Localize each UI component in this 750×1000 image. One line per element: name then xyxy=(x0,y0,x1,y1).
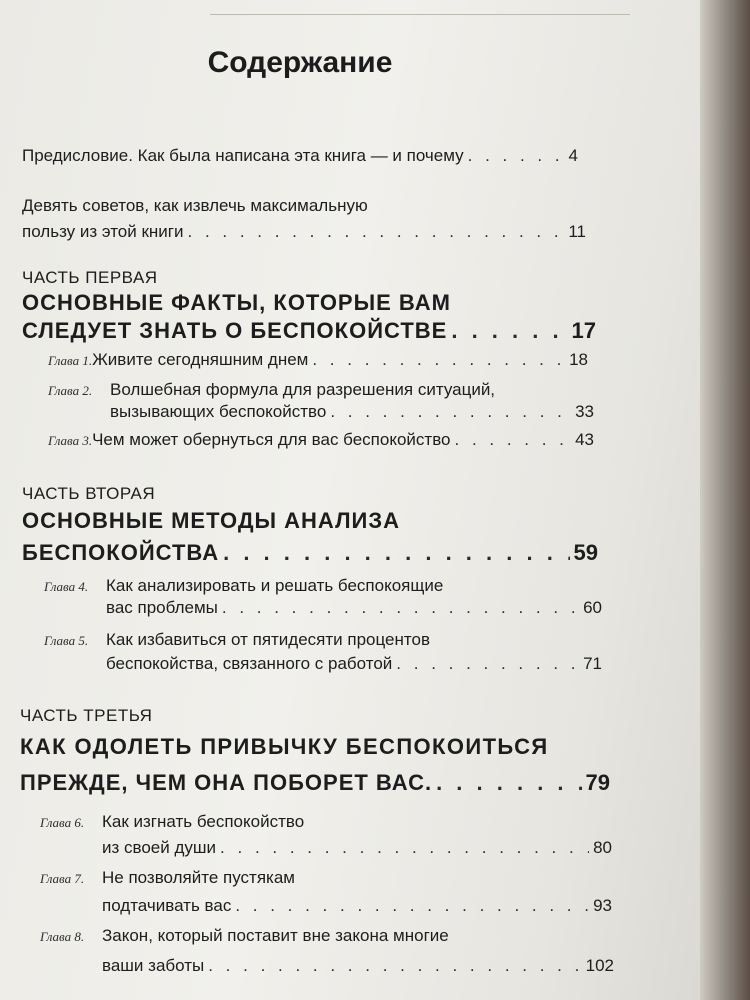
toc-entry-advice-line1: Девять советов, как извлечь максимальную xyxy=(22,196,368,215)
toc-chapter-4-line1 xyxy=(44,576,584,596)
toc-chapter-6-line1 xyxy=(40,812,580,832)
page-number: 33 xyxy=(575,402,594,421)
dot-leader xyxy=(208,956,581,976)
page-number: 71 xyxy=(583,654,602,673)
chapter-label: Глава 4. xyxy=(44,579,89,594)
page-title: Содержание xyxy=(207,46,393,79)
chapter-title: Закон, который поставит вне закона многие xyxy=(102,926,449,945)
chapter-title-cont: из своей души xyxy=(102,838,217,857)
part-label: ЧАСТЬ ПЕРВАЯ xyxy=(22,268,158,287)
chapter-label: Глава 5. xyxy=(44,633,89,648)
chapter-label: Глава 1. xyxy=(48,353,93,368)
dot-leader xyxy=(223,540,569,566)
part-title: БЕСПОКОЙСТВА xyxy=(22,540,220,565)
chapter-title: Как анализировать и решать беспокоящие xyxy=(106,576,444,595)
page-number: 80 xyxy=(593,838,612,857)
toc-chapter-8 xyxy=(102,956,614,976)
page-header-strip xyxy=(210,0,630,15)
part-title-line xyxy=(20,770,610,796)
part-title: СЛЕДУЕТ ЗНАТЬ О БЕСПОКОЙСТВЕ xyxy=(22,318,448,343)
chapter-title-cont: подтачивать вас xyxy=(102,896,232,915)
toc-chapter-4 xyxy=(106,598,602,618)
chapter-title: Живите сегодняшним днем xyxy=(92,350,309,369)
toc-chapter-2 xyxy=(110,402,594,422)
chapter-label: Глава 7. xyxy=(40,871,85,886)
chapter-title-cont: ваши заботы xyxy=(102,956,205,975)
part-label: ЧАСТЬ ВТОРАЯ xyxy=(22,484,156,503)
entry-title: Предисловие. Как была написана эта книга — и почему xyxy=(22,146,464,165)
chapter-title: Волшебная формула для разрешения ситуаций, xyxy=(110,380,496,399)
chapter-title: Не позволяйте пустякам xyxy=(102,868,295,887)
page-number: 17 xyxy=(571,318,596,343)
chapter-title: Чем может обернуться для вас беспокойство xyxy=(92,430,451,449)
part-title-line xyxy=(22,540,598,566)
part-title: ОСНОВНЫЕ ФАКТЫ, КОТОРЫЕ ВАМ xyxy=(22,290,451,315)
page-number: 93 xyxy=(593,896,612,915)
chapter-title-cont: вызывающих беспокойство xyxy=(110,402,327,421)
part-label: ЧАСТЬ ТРЕТЬЯ xyxy=(20,706,153,725)
part-title-line xyxy=(22,318,596,344)
toc-chapter-7-line1 xyxy=(40,868,580,888)
chapter-label: Глава 6. xyxy=(40,815,85,830)
toc-entry-preface xyxy=(22,146,578,166)
entry-title: пользу из этой книги xyxy=(22,222,184,241)
toc-chapter-7 xyxy=(102,896,612,916)
page-number: 4 xyxy=(568,146,578,165)
chapter-label: Глава 8. xyxy=(40,929,85,944)
toc-chapter-2-line1 xyxy=(48,380,588,400)
dot-leader xyxy=(220,838,589,858)
dot-leader xyxy=(455,430,572,450)
toc-chapter-5-line1 xyxy=(44,630,584,650)
chapter-label: Глава 3. xyxy=(48,433,93,448)
part-title: ОСНОВНЫЕ МЕТОДЫ АНАЛИЗА xyxy=(22,508,400,533)
toc-chapter-1 xyxy=(48,350,588,370)
toc-chapter-6 xyxy=(102,838,612,858)
dot-leader xyxy=(396,654,579,674)
toc-chapter-8-line1 xyxy=(40,926,600,946)
toc-entry-advice xyxy=(22,222,586,242)
page-edge-shadow xyxy=(700,0,750,1000)
part-title: КАК ОДОЛЕТЬ ПРИВЫЧКУ БЕСПОКОИТЬСЯ xyxy=(20,734,549,759)
page-number: 11 xyxy=(568,222,586,241)
page-number: 18 xyxy=(569,350,588,369)
dot-leader xyxy=(235,896,589,916)
dot-leader xyxy=(330,402,571,422)
page-number: 102 xyxy=(585,956,614,975)
page-number: 79 xyxy=(585,770,610,795)
chapter-title: Как изгнать беспокойство xyxy=(102,812,305,831)
toc-chapter-3 xyxy=(48,430,594,450)
page-number: 43 xyxy=(575,430,594,449)
chapter-label: Глава 2. xyxy=(48,383,93,398)
chapter-title: Как избавиться от пятидесяти процентов xyxy=(106,630,430,649)
page-number: 59 xyxy=(573,540,598,565)
dot-leader xyxy=(188,222,565,242)
chapter-title-cont: беспокойства, связанного с работой xyxy=(106,654,393,673)
page-number: 60 xyxy=(583,598,602,617)
dot-leader xyxy=(468,146,565,166)
dot-leader xyxy=(222,598,579,618)
dot-leader xyxy=(436,770,581,796)
part-title: ПРЕЖДЕ, ЧЕМ ОНА ПОБОРЕТ ВАС. xyxy=(20,770,433,795)
dot-leader xyxy=(451,318,567,344)
chapter-title-cont: вас проблемы xyxy=(106,598,218,617)
toc-chapter-5 xyxy=(106,654,602,674)
dot-leader xyxy=(312,350,565,370)
